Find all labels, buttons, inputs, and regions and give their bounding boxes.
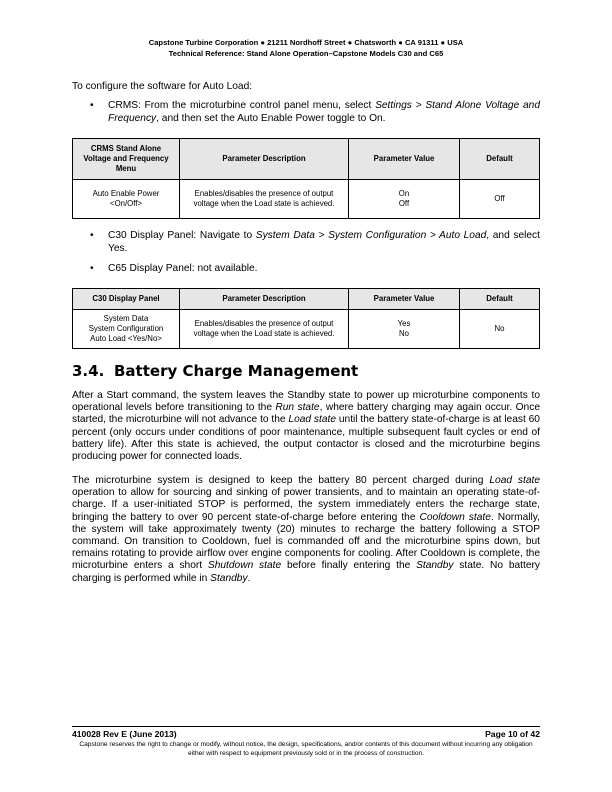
table-header-row <box>73 139 540 180</box>
table-cell-value <box>349 180 460 219</box>
bullet-c65 <box>90 262 540 275</box>
table-header-cell: Parameter Description <box>180 289 349 310</box>
bullet-crms-text <box>108 99 540 125</box>
table-header-cell: CRMS Stand Alone Voltage and Frequency Menu <box>73 139 180 180</box>
menu-line: Auto Load <Yes/No> <box>90 334 162 343</box>
italic-run: Load state <box>489 475 540 486</box>
paragraph-2 <box>72 475 540 585</box>
table-row <box>73 310 540 349</box>
text-run: . <box>247 572 251 584</box>
footer-disclaimer: Capstone reserves the right to change or modify, without notice, the design, specifications, and/or contents of this document without incurring any obligation either with respect to equipment previously sold or in the process of construction. <box>79 741 533 757</box>
header-line-2: Technical Reference: Stand Alone Operation–Capstone Models C30 and C65 <box>168 49 444 58</box>
italic-run: Cooldown state <box>419 511 491 523</box>
table-cell-value <box>349 310 460 349</box>
footer-line <box>72 729 540 739</box>
intro-text: To configure the software for Auto Load: <box>72 81 253 92</box>
table-cell-menu <box>73 180 180 219</box>
section-number: 3.4. <box>72 362 105 380</box>
value-line: No <box>399 329 409 338</box>
table-cell-default: No <box>460 310 540 349</box>
table-header-cell: Default <box>460 139 540 180</box>
table-header-cell: Default <box>460 289 540 310</box>
bullet-crms-suffix: , and then set the Auto Enable Power toggle to On. <box>156 113 386 124</box>
crms-parameter-table <box>72 138 540 219</box>
header-line-1: Capstone Turbine Corporation ● 21211 Nordhoff Street ● Chatsworth ● CA 91311 ● USA <box>148 38 464 47</box>
page-header <box>0 37 612 59</box>
bullet-c65-text: C65 Display Panel: not available. <box>108 263 258 274</box>
text-run: state. No battery charging is performed while in <box>72 560 540 584</box>
italic-run: Standby <box>210 572 248 584</box>
menu-line: System Configuration <box>88 324 164 333</box>
footer-divider <box>72 726 540 727</box>
bullet-c30-prefix: C30 Display Panel: Navigate to <box>108 230 256 241</box>
section-heading <box>72 362 358 380</box>
text-run: After a Start command, the system leaves the Standby state to power up microturbine components to operational levels before transitioning to the <box>72 390 540 414</box>
c30-parameter-table <box>72 288 540 349</box>
footer-doc-id: 410028 Rev E (June 2013) <box>72 729 177 739</box>
table-cell-menu <box>73 310 180 349</box>
table-header-cell: Parameter Value <box>349 289 460 310</box>
table-cell-description: Enables/disables the presence of output voltage when the Load state is achieved. <box>180 310 349 349</box>
italic-run: Shutdown state <box>207 560 282 572</box>
bullet-c30-suffix: , and select Yes. <box>108 230 540 254</box>
bullet-c30-path: System Data > System Configuration > Auto Load <box>255 230 487 241</box>
paragraph-1 <box>72 390 540 463</box>
text-run: operation to allow for sourcing and sinking of power transients, and to maintain an operating state-of-charge. If a user-initiated STOP is performed, the system immediately enters the recharge state, bringing the battery to over 90 percent state-of-charge before entering the <box>72 487 540 523</box>
value-line: Yes <box>397 319 411 328</box>
value-line: Off <box>398 199 410 208</box>
bullet-dot-icon: • <box>90 263 94 274</box>
bullet-crms <box>90 99 540 125</box>
menu-line: Auto Enable Power <box>92 189 160 198</box>
menu-line: <On/Off> <box>110 199 142 208</box>
table-header-cell: Parameter Value <box>349 139 460 180</box>
table-header-cell: Parameter Description <box>180 139 349 180</box>
bullet-dot-icon: • <box>90 100 94 111</box>
bullet-crms-prefix: CRMS: From the microturbine control panel menu, select <box>108 100 376 111</box>
bullet-c30-text <box>108 229 540 255</box>
bullet-dot-icon: • <box>90 230 94 241</box>
text-run: until the battery state-of-charge is at least 60 percent (only occurs under conditions of poor maintenance, multiple subsequent fault cycles or end of battery life). After this state is achieved, the output contactor is closed and the microturbine begins producing power for connected loads. <box>72 414 540 463</box>
text-run: , where battery charging may again occur. Once started, the microturbine will not advance to the <box>72 402 540 426</box>
italic-run: Load state <box>288 414 337 426</box>
italic-run: Standby <box>416 560 454 572</box>
text-run: The microturbine system is designed to keep the battery 80 percent charged during <box>72 475 490 486</box>
table-header-cell: C30 Display Panel <box>73 289 180 310</box>
bullet-c30 <box>90 229 540 255</box>
bullet-crms-path: Settings > Stand Alone Voltage and Frequency <box>108 100 540 124</box>
section-title: Battery Charge Management <box>114 362 359 380</box>
table-cell-description: Enables/disables the presence of output voltage when the Load state is achieved. <box>180 180 349 219</box>
text-run: before finally entering the <box>281 560 417 572</box>
italic-run: Run state <box>275 402 320 414</box>
menu-line: System Data <box>103 314 149 323</box>
value-line: On <box>398 189 410 198</box>
table-row <box>73 180 540 219</box>
table-header-row <box>73 289 540 310</box>
table-cell-default: Off <box>460 180 540 219</box>
text-run: . Normally, the system will take approximately twenty (20) minutes to recharge the battery following a STOP command. On transition to Cooldown, fuel is commanded off and the microturbine spins down, but remains rotating to provide airflow over engine components for cooling. After Cooldown is complete, the microturbine enters a short <box>72 511 540 572</box>
footer-page-number: Page 10 of 42 <box>485 729 540 739</box>
